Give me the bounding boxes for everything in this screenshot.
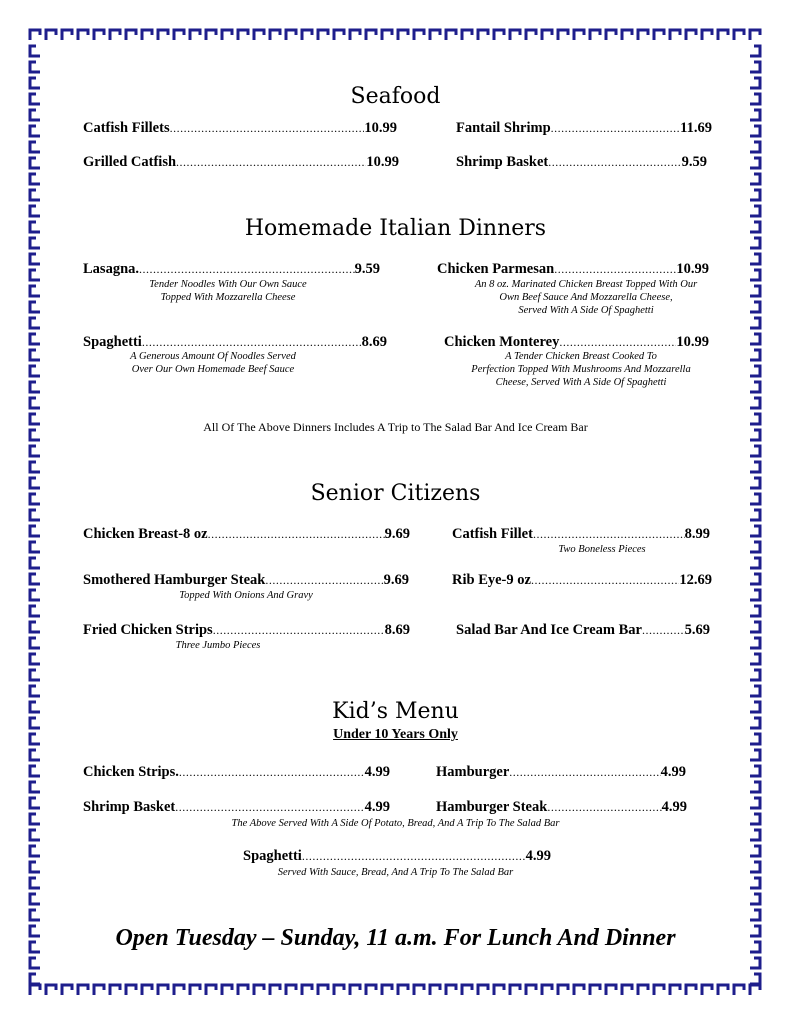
menu-item xyxy=(83,799,390,816)
menu-item xyxy=(83,764,390,781)
item-description: Tender Noodles With Our Own Sauce Topped With Mozzarella Cheese xyxy=(149,279,307,303)
menu-item xyxy=(444,334,709,351)
menu-item xyxy=(436,764,686,781)
menu-item xyxy=(436,799,687,816)
item-name: Grilled Catfish xyxy=(83,154,177,170)
item-price: 10.99 xyxy=(676,334,709,350)
item-name: Chicken Parmesan xyxy=(437,261,555,277)
menu-item xyxy=(456,154,707,171)
menu-item xyxy=(456,120,712,137)
item-name: Fried Chicken Strips xyxy=(83,622,213,638)
menu-item xyxy=(456,622,710,639)
italian-note: All Of The Above Dinners Includes A Trip to The Salad Bar And Ice Cream Bar xyxy=(203,420,588,434)
item-description: A Generous Amount Of Noodles Served Over Our Own Homemade Beef Sauce xyxy=(130,351,296,375)
item-name: Shrimp Basket xyxy=(83,799,176,815)
seafood-title: Seafood xyxy=(350,84,441,109)
menu-item xyxy=(83,572,409,589)
menu-item xyxy=(83,154,399,171)
item-description: Topped With Onions And Gravy xyxy=(179,590,313,601)
item-price: 5.69 xyxy=(684,622,710,638)
item-price: 8.69 xyxy=(384,622,410,638)
item-price: 9.59 xyxy=(354,261,380,277)
item-description: An 8 oz. Marinated Chicken Breast Topped With Our Own Beef Sauce And Mozzarella Cheese, Served With A Side Of Spaghetti xyxy=(474,279,698,316)
item-name: Catfish Fillets xyxy=(83,120,170,136)
item-price: 11.69 xyxy=(680,120,712,136)
menu-item xyxy=(452,572,712,589)
item-name: Hamburger Steak xyxy=(436,799,548,815)
item-name: Chicken Breast-8 oz xyxy=(83,526,208,542)
kids-title: Kid’s Menu xyxy=(332,699,459,724)
item-price: 12.69 xyxy=(679,572,712,588)
item-price: 4.99 xyxy=(525,848,551,864)
menu-item xyxy=(452,526,710,543)
item-price: 4.99 xyxy=(364,799,390,815)
italian-title: Homemade Italian Dinners xyxy=(244,216,547,241)
item-price: 10.99 xyxy=(366,154,399,170)
senior-title: Senior Citizens xyxy=(310,481,481,506)
item-price: 9.59 xyxy=(681,154,707,170)
item-name: Chicken Monterey xyxy=(444,334,560,350)
item-price: 4.99 xyxy=(661,799,687,815)
menu-item xyxy=(83,334,387,351)
item-price: 4.99 xyxy=(660,764,686,780)
item-name: Smothered Hamburger Steak xyxy=(83,572,266,588)
item-price: 10.99 xyxy=(364,120,397,136)
item-name: Spaghetti xyxy=(243,848,302,864)
kids-note: The Above Served With A Side Of Potato, Bread, And A Trip To The Salad Bar xyxy=(231,818,560,829)
item-name: Chicken Strips. xyxy=(83,764,179,780)
item-description: Served With Sauce, Bread, And A Trip To The Salad Bar xyxy=(277,867,514,878)
kids-subtitle: Under 10 Years Only xyxy=(333,727,458,742)
item-price: 8.69 xyxy=(361,334,387,350)
item-name: Fantail Shrimp xyxy=(456,120,551,136)
item-description: A Tender Chicken Breast Cooked To Perfection Topped With Mushrooms And Mozzarella Cheese, Served With A Side Of Spaghetti xyxy=(471,351,691,388)
item-name: Catfish Fillet xyxy=(452,526,533,542)
item-description: Three Jumbo Pieces xyxy=(175,640,261,651)
menu-item xyxy=(437,261,709,278)
item-name: Shrimp Basket xyxy=(456,154,549,170)
menu-item xyxy=(83,120,397,137)
menu-item xyxy=(83,261,380,278)
item-price: 9.69 xyxy=(384,526,410,542)
item-price: 4.99 xyxy=(364,764,390,780)
item-name: Salad Bar And Ice Cream Bar xyxy=(456,622,642,638)
item-price: 10.99 xyxy=(676,261,709,277)
item-name: Hamburger xyxy=(436,764,510,780)
menu-item xyxy=(83,526,410,543)
menu-item xyxy=(83,622,410,639)
item-name: Spaghetti xyxy=(83,334,142,350)
menu-item xyxy=(243,848,551,865)
item-name: Lasagna. xyxy=(83,261,140,277)
hours-footer: Open Tuesday – Sunday, 11 a.m. For Lunch And Dinner xyxy=(115,925,676,951)
item-name: Rib Eye-9 oz xyxy=(452,572,531,588)
item-description: Two Boneless Pieces xyxy=(558,544,646,555)
item-price: 8.99 xyxy=(684,526,710,542)
item-price: 9.69 xyxy=(383,572,409,588)
